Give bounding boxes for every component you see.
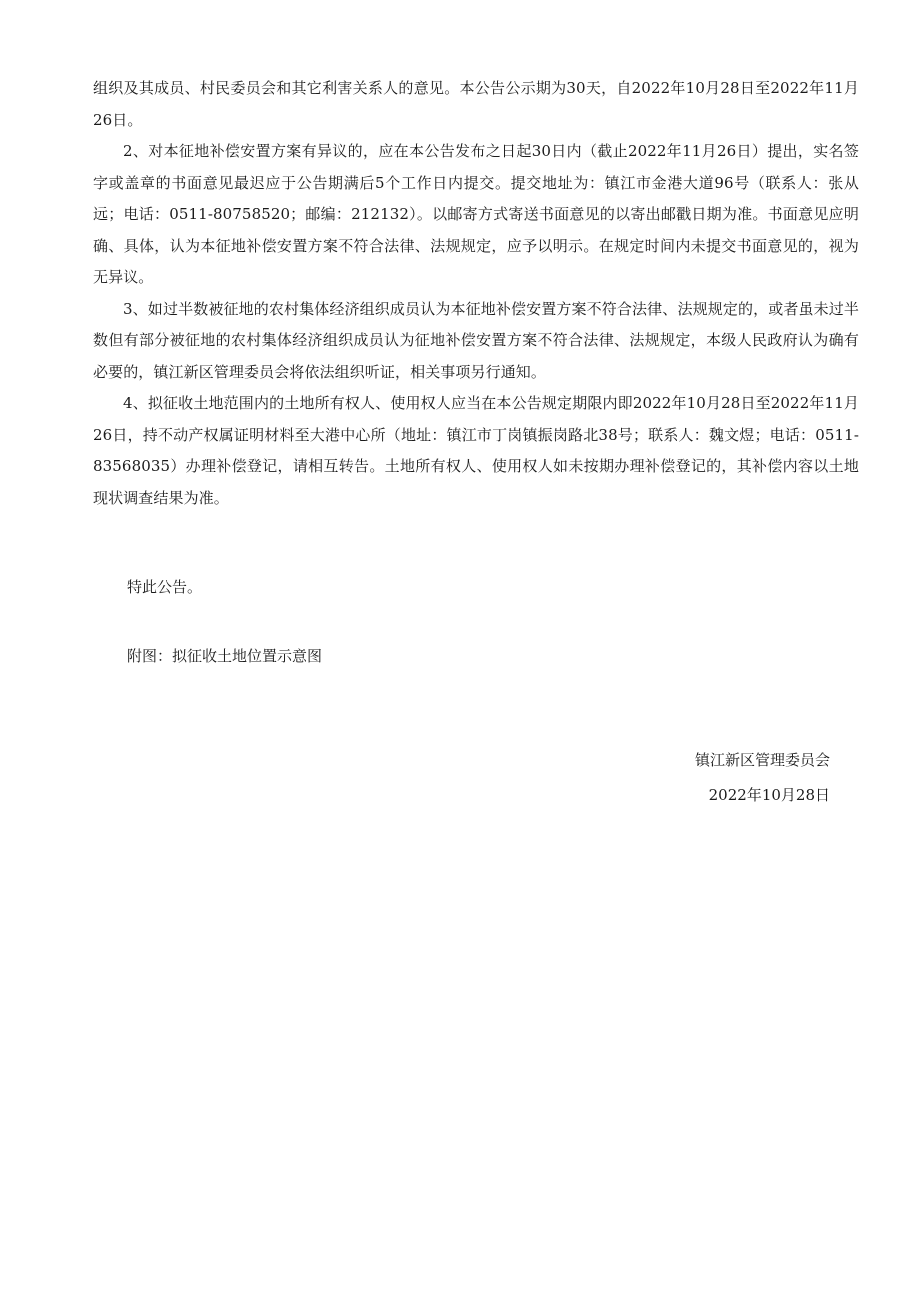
notice-body [93, 73, 859, 514]
closing-notice: 特此公告。 [127, 578, 203, 596]
signature-organization: 镇江新区管理委员会 [694, 751, 830, 769]
paragraph-compensation-registration: 4、拟征收土地范围内的土地所有权人、使用权人应当在本公告规定期限内即2022年10月28日至2022年11月26日，持不动产权属证明材料至大港中心所（地址：镇江市丁岗镇振岗路北38号；联系人：魏文煜；电话：0511-83568035）办理补偿登记，请相互转告。土地所有权人、使用权人如未按期办理补偿登记的，其补偿内容以土地现状调查结果为准。 [93, 394, 859, 507]
paragraph-continuation: 组织及其成员、村民委员会和其它利害关系人的意见。本公告公示期为30天，自2022年10月28日至2022年11月26日。 [93, 79, 859, 129]
paragraph-hearing: 3、如过半数被征地的农村集体经济组织成员认为本征地补偿安置方案不符合法律、法规规定的，或者虽未过半数但有部分被征地的农村集体经济组织成员认为征地补偿安置方案不符合法律、法规规定，本级人民政府认为确有必要的，镇江新区管理委员会将依法组织听证，相关事项另行通知。 [93, 299, 859, 381]
paragraph-objection-procedure: 2、对本征地补偿安置方案有异议的，应在本公告发布之日起30日内（截止2022年11月26日）提出，实名签字或盖章的书面意见最迟应于公告期满后5个工作日内提交。提交地址为：镇江市金港大道96号（联系人：张从远；电话：0511-80758520；邮编：212132）。以邮寄方式寄送书面意见的以寄出邮戳日期为准。书面意见应明确、具体，认为本征地补偿安置方案不符合法律、法规规定，应予以明示。在规定时间内未提交书面意见的，视为无异议。 [93, 142, 859, 286]
attachment-note: 附图：拟征收土地位置示意图 [127, 647, 323, 665]
signature-date: 2022年10月28日 [708, 786, 830, 804]
